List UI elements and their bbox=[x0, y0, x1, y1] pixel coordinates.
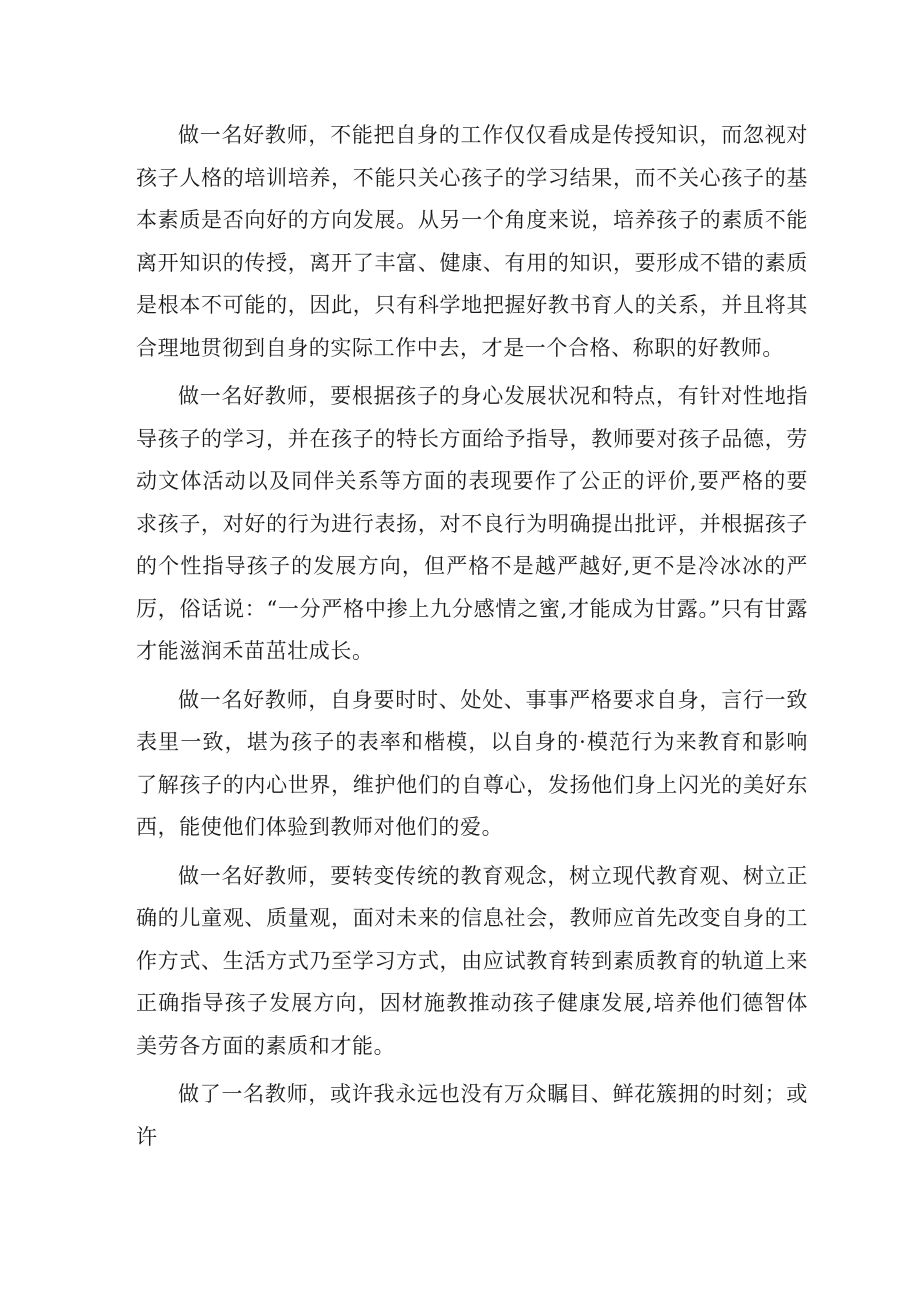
paragraph-4: 做一名好教师，要转变传统的教育观念，树立现代教育观、树立正确的儿童观、质量观，面对未来的信息社会，教师应首先改变自身的工作方式、生活方式乃至学习方式，由应试教育转到素质教育的轨道上来正确指导孩子发展方向，因材施教推动孩子健康发展,培养他们德智体美劳各方面的素质和才能。 bbox=[136, 863, 808, 1058]
paragraph-2: 做一名好教师，要根据孩子的身心发展状况和特点，有针对性地指导孩子的学习，并在孩子的特长方面给予指导，教师要对孩子品德，劳动文体活动以及同伴关系等方面的表现要作了公正的评价,要严格的要求孩子，对好的行为进行表扬，对不良行为明确提出批评，并根据孩子的个性指导孩子的发展方向，但严格不是越严越好,更不是冷冰冰的严厉，俗话说：“一分严格中掺上九分感情之蜜,才能成为甘露。”只有甘露才能滋润禾苗茁壮成长。 bbox=[136, 384, 808, 663]
paragraph-5: 做了一名教师，或许我永远也没有万众瞩目、鲜花簇拥的时刻；或许 bbox=[136, 1082, 808, 1149]
paragraph-3: 做一名好教师，自身要时时、处处、事事严格要求自身，言行一致表里一致，堪为孩子的表率和楷模，以自身的·模范行为来教育和影响了解孩子的内心世界，维护他们的自尊心，发扬他们身上闪光的美好东西，能使他们体验到教师对他们的爱。 bbox=[136, 687, 808, 839]
paragraph-1: 做一名好教师，不能把自身的工作仅仅看成是传授知识，而忽视对孩子人格的培训培养，不能只关心孩子的学习结果，而不关心孩子的基本素质是否向好的方向发展。从另一个角度来说，培养孩子的素质不能离开知识的传授，离开了丰富、健康、有用的知识，要形成不错的素质是根本不可能的，因此，只有科学地把握好教书育人的关系，并且将其合理地贯彻到自身的实际工作中去，才是一个合格、称职的好教师。 bbox=[136, 123, 808, 360]
document-body bbox=[136, 114, 808, 1164]
